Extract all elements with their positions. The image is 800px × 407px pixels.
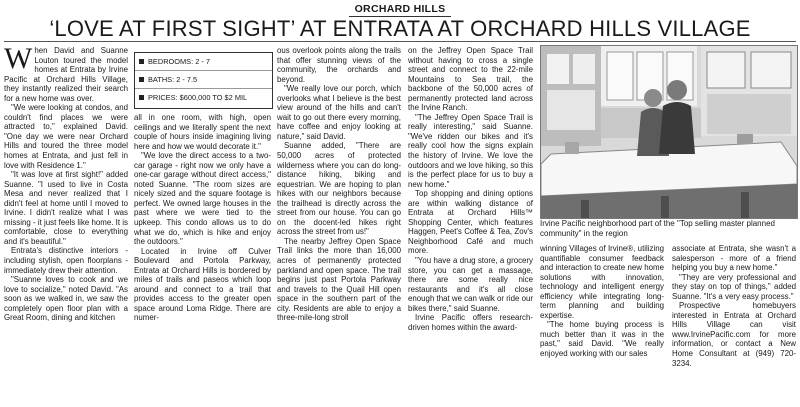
article-column-3 (277, 46, 401, 404)
bullet-square-icon (139, 95, 144, 100)
paragraph: all in one room, with high, open ceilings and we literally spent the next couple of hours inside imagining living here and how we would decorate it." (134, 113, 271, 151)
paragraph: The nearby Jeffrey Open Space Trail links the more than 16,000 acres of permanently protected parkland and open space. The trail begins just past Portola Parkway and travels to the Quail Hill open space in the southern part of the city. Residents are able to enjoy a three-mile-long stroll (277, 236, 401, 323)
article-column-2 (134, 113, 271, 404)
headline: ‘LOVE AT FIRST SIGHT’ AT ENTRATA AT ORCHARD HILLS VILLAGE (49, 16, 751, 41)
fact-text: BATHS: 2 - 7.5 (148, 75, 198, 84)
paragraph: "We love the direct access to a two-car garage - right now we only have a one-car garage without direct access," noted Suanne. "The room sizes are nicely sized and the square footage is perfect. We owned large houses in the past where we were tied to the upkeep. This condo allows us to do what we do, which is hike and enjoy the outdoors." (134, 151, 271, 247)
section-label (0, 3, 800, 17)
kitchen-photo (540, 45, 798, 219)
bullet-square-icon (139, 77, 144, 82)
paragraph: Top shopping and dining options are within walking distance of Entrata at Orchard Hills™ Shopping Center, which features Haggen, Peet's Coffee & Tea, Zov's Neighborhood Café and much more. (408, 189, 533, 256)
paragraph: associate at Entrata, she wasn't a salesperson - more of a friend helping you buy a new home." (672, 244, 796, 273)
paragraph: hen David and Suanne Louton toured the model homes at Entrata by Irvine Pacific at Orchard Hills Village, they instantly realized their search for a new home was over. (4, 46, 128, 103)
paragraph: ous overlook points along the trails that offer stunning views of the community, the orchards and beyond. (277, 46, 401, 84)
fact-bedrooms (135, 53, 272, 71)
paragraph: Located in Irvine off Culver Boulevard and Portola Parkway, Entrata at Orchard Hills is bordered by miles of trails and paseos which loop around and connect to a trail that provides access to the greater open space around Loma Ridge. There are numer- (134, 246, 271, 323)
article-column-6 (672, 244, 796, 404)
fact-text: PRICES: $600,000 TO $2 MIL (148, 93, 248, 102)
paragraph: "Suanne loves to cook and we love to socialize," noted David. "As soon as we walked in, we saw the completely open floor plan with a Great Room, dining and kitchen (4, 275, 128, 323)
fact-text: BEDROOMS: 2 - 7 (148, 57, 211, 66)
paragraph: on the Jeffrey Open Space Trail without having to cross a single street and connect to the 22-mile Mountains to Sea trail, the backbone of the 50,000 acres of permanently protected land across the Irvine Ranch. (408, 46, 533, 113)
photo-caption: Irvine Pacific neighborhood part of the "Top selling master planned community" in the region (540, 219, 775, 238)
paragraph: Entrata's distinctive interiors - including stylish, open floorplans - immediately drew their attention. (4, 246, 128, 275)
paragraph: "The Jeffrey Open Space Trail is really interesting," said Suanne. "We've ridden our bikes and it's really cool how the signs explain the history of Irvine. We love the outdoors and we love hiking, so this is the perfect place for us to buy a new home." (408, 112, 533, 189)
paragraph: Irvine Pacific offers research-driven homes within the award- (408, 313, 533, 332)
article-column-4 (408, 46, 533, 404)
article-column-1 (4, 46, 128, 404)
paragraph: "We really love our porch, which overlooks what I believe is the best view around of the hills and can't wait to go out there every morning, have coffee and enjoy looking at nature," said David. (277, 84, 401, 141)
paragraph: winning Villages of Irvine®, utilizing quantifiable consumer feedback and interaction to create new home solutions with innovation, technology and intelligent energy efficiency while integrating long-term planning and building expertise. (540, 244, 664, 320)
fact-prices (135, 89, 272, 106)
drop-cap: W (4, 46, 33, 75)
section-name: ORCHARD HILLS (349, 3, 452, 17)
kitchen-photo-image (541, 46, 797, 218)
bullet-square-icon (139, 59, 144, 64)
paragraph: "You have a drug store, a grocery store, you can get a massage, there are some really nice restaurants and it's all close enough that we can walk or ride our bikes there," said Suanne. (408, 256, 533, 313)
paragraph: Prospective homebuyers interested in Entrata at Orchard Hills Village can visit www.IrvinePacific.com for more information, or contact a New Home Consultant at (949) 720-3234. (672, 301, 796, 368)
paragraph: "They are very professional and they stay on top of things," added Suanne. "It's a very easy process." (672, 272, 796, 301)
paragraph: "It was love at first sight!" added Suanne. "I used to live in Costa Mesa and never realized that I didn't feel at home until I moved to Irvine. I didn't realize what I was missing - it just feels like home. It is comfortable, close to everything and it's beautiful." (4, 170, 128, 246)
article-column-5 (540, 244, 664, 404)
fact-baths (135, 71, 272, 89)
paragraph: "The home buying process is much better than it was in the past," said David. "We really enjoyed working with our sales (540, 320, 664, 359)
fact-box (134, 52, 273, 109)
headline-rule (4, 41, 796, 42)
paragraph: "We were looking at condos, and couldn't find places we were attracted to," explained David. "One day we were near Orchard Hills and toured the three model homes at Entrata, and just fell in love with Residence 1." (4, 103, 128, 170)
paragraph: Suanne added, "There are 50,000 acres of protected wilderness where you can do long-distance hiking, biking and equestrian. We are hoping to plan hikes with our neighbors because the trailhead is directly across the street from our house. You can go on the docent-led hikes right across the street from us!" (277, 141, 401, 237)
